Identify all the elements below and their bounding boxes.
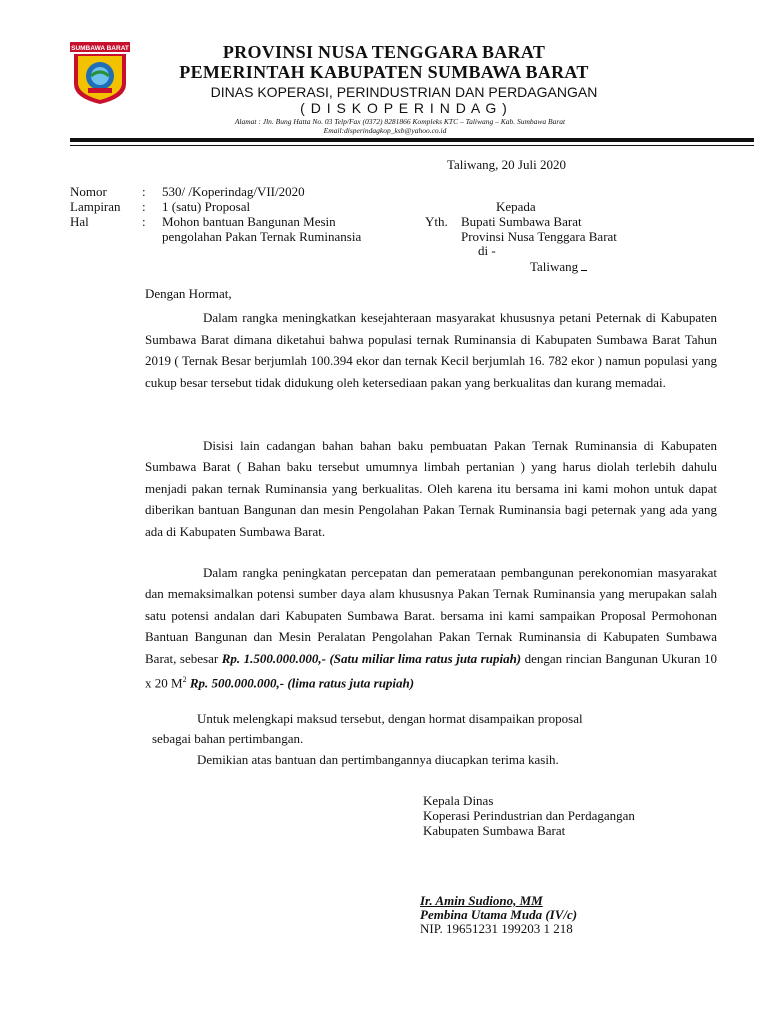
recipient-line-4: Taliwang xyxy=(530,259,587,275)
hal-label: Hal xyxy=(70,214,89,229)
recipient-line-2: Provinsi Nusa Tenggara Barat xyxy=(461,229,617,244)
logo-text: SUMBAWA BARAT xyxy=(71,45,129,52)
recipient-kepada: Kepada xyxy=(496,199,536,214)
agency-acronym: ( D I S K O P E R I N D A G ) xyxy=(300,100,508,116)
body-paragraph-4-line-2: sebagai bahan pertimbangan. xyxy=(152,731,304,746)
header-divider-thin xyxy=(70,145,754,146)
province-title: PROVINSI NUSA TENGGARA BARAT xyxy=(222,42,546,62)
body-paragraph-5: Demikian atas bantuan dan pertimbangannya diucapkan terima kasih. xyxy=(197,752,559,767)
hal-colon: : xyxy=(142,214,146,229)
amount-total: Rp. 1.500.000.000,- xyxy=(221,650,326,666)
email-line: Email:disperindagkop_ksb@yahoo.co.id xyxy=(323,126,447,135)
hal-value-1: Mohon bantuan Bangunan Mesin xyxy=(162,214,336,229)
signature-dept: Koperasi Perindustrian dan Perdagangan xyxy=(423,808,635,823)
body-paragraph-4-line-1: Untuk melengkapi maksud tersebut, dengan hormat disampaikan proposal xyxy=(197,711,583,726)
nomor-colon: : xyxy=(142,184,146,199)
body-paragraph-1: Dalam rangka meningkatkan kesejahteraan masyarakat khususnya petani Peternak di Kabupaten Sumbawa Barat dimana diketahui bahwa populasi ternak Ruminansia di Kabupaten Sumbawa Barat Tahun 2019 ( Ternak Besar berjumlah 100.394 ekor dan ternak Kecil berjumlah 16. 782 ekor ) namun populasi yang cukup besar tersebut tidak didukung oleh ketersediaan pakan yang berkualitas dan kurang memadai. xyxy=(145,310,717,390)
lampiran-label: Lampiran xyxy=(70,199,121,214)
signatory-nip: NIP. 19651231 199203 1 218 xyxy=(420,921,573,936)
nomor-label: Nomor xyxy=(70,184,107,199)
recipient-yth: Yth. xyxy=(425,214,448,229)
lampiran-colon: : xyxy=(142,199,146,214)
header-divider-thick xyxy=(70,138,754,142)
body-paragraph-2: Disisi lain cadangan bahan bahan baku pembuatan Pakan Ternak Ruminansia di Kabupaten Sumbawa Barat ( Bahan baku tersebut umumnya limbah pertanian ) yang harus diolah terlebih dahulu menjadi pakan ternak Ruminansia yang berkualitas. Oleh karena itu bersama ini kami mohon untuk dapat diberikan bantuan Bangunan dan mesin Pengolahan Pakan Ternak Ruminansia bagi peternak yang ada yang ada di Kabupaten Sumbawa Barat. xyxy=(145,438,717,539)
signatory-name: Ir. Amin Sudiono, MM xyxy=(420,893,543,908)
signatory-rank: Pembina Utama Muda (IV/c) xyxy=(420,907,578,922)
recipient-line-1: Bupati Sumbawa Barat xyxy=(461,214,582,229)
hal-value-2: pengolahan Pakan Ternak Ruminansia xyxy=(162,229,362,244)
amount-building: Rp. 500.000.000,- xyxy=(189,675,285,691)
letter-date: Taliwang, 20 Juli 2020 xyxy=(447,157,566,172)
signature-region: Kabupaten Sumbawa Barat xyxy=(423,823,566,838)
recipient-line-3: di - xyxy=(478,243,496,258)
lampiran-value: 1 (satu) Proposal xyxy=(162,199,251,214)
signature-title: Kepala Dinas xyxy=(423,793,494,808)
agency-title: DINAS KOPERASI, PERINDUSTRIAN DAN PERDAGANGAN xyxy=(210,84,598,100)
body-paragraph-3: Dalam rangka peningkatan percepatan dan pemerataan pembangunan perekonomian masyarakat dan memaksimalkan potensi sumber daya alam khususnya Pakan Ternak Ruminansia yang merupakan salah satu potensi andalan dari Kabupaten Sumbawa Barat. bersama ini kami sampaikan Proposal Permohonan Bantuan Bangunan dan Mesin Peralatan Pengolahan Pakan Ternak Ruminansia di Kabupaten Sumbawa Barat, sebesar Rp. 1.500.000.000,- (Satu miliar lima ratus juta rupiah) dengan rincian Bangunan Ukuran 10 x 20 $M^2$ Rp. 500.000.000,- (lima ratus juta rupiah) xyxy=(145,565,718,691)
amount-building-words: (lima ratus juta rupiah) xyxy=(287,675,415,691)
government-title: PEMERINTAH KABUPATEN SUMBAWA BARAT xyxy=(179,62,589,82)
amount-total-words: (Satu miliar lima ratus juta rupiah) xyxy=(329,650,522,666)
address-line: Alamat : Jln. Bung Hatta No. 03 Telp/Fax (0372) 8281866 Kompleks KTC – Taliwang – Kab. Sumbawa Barat xyxy=(234,117,566,126)
nomor-value: 530/ /Koperindag/VII/2020 xyxy=(162,184,305,199)
salutation: Dengan Hormat, xyxy=(145,286,232,301)
